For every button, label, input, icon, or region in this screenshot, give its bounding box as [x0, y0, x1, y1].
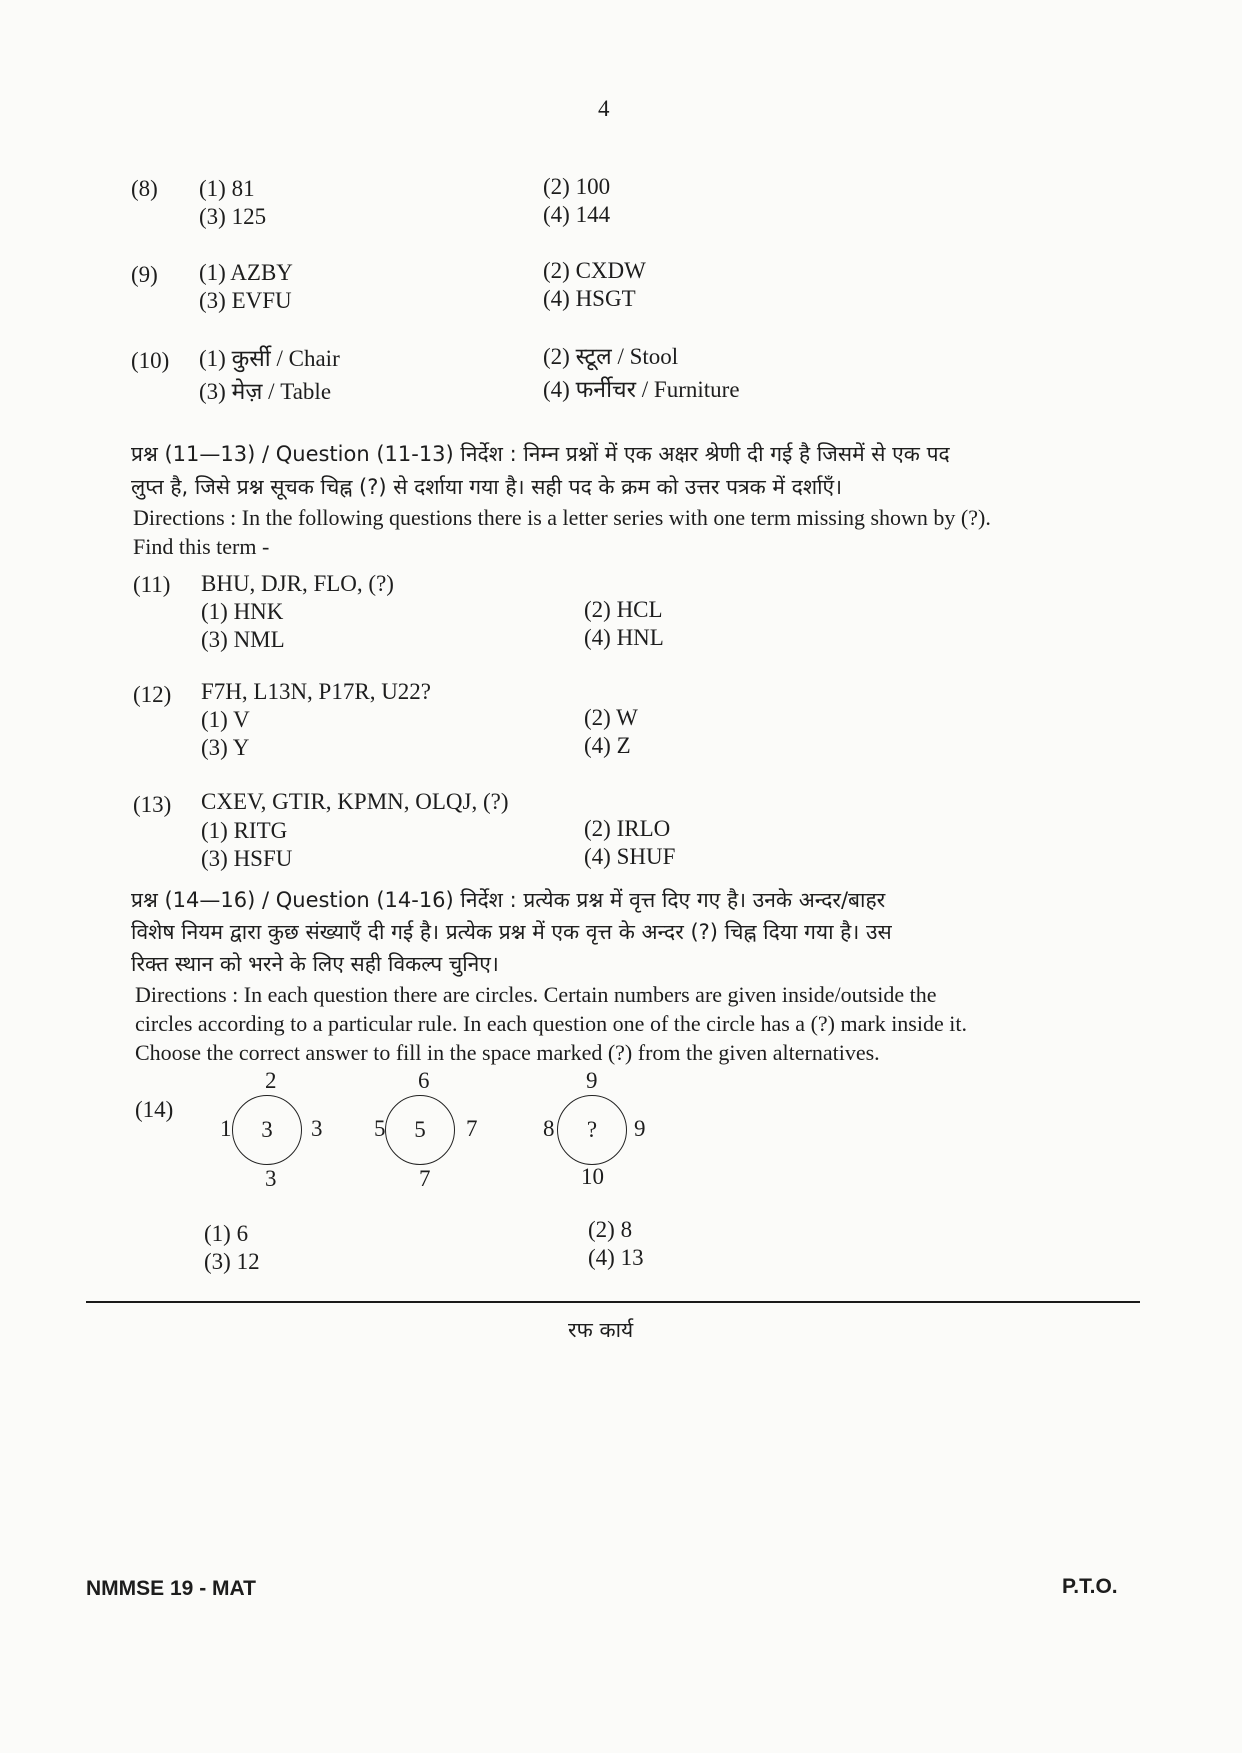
circle-left-number: 1	[220, 1116, 232, 1141]
option-2: (2) CXDW	[543, 258, 646, 283]
paper-code: NMMSE 19 - MAT	[86, 1577, 256, 1600]
circle-top-number: 9	[586, 1068, 598, 1093]
circle-top-number: 2	[265, 1068, 277, 1093]
option-1: (1) AZBY	[199, 260, 293, 285]
instruction-english: Directions : In the following questions there is a letter series with one term missing shown by (?).	[133, 505, 991, 530]
option-3: (3) HSFU	[201, 846, 293, 871]
option-4: (4) फर्नीचर / Furniture	[543, 377, 740, 402]
circle-bottom-number: 3	[265, 1166, 277, 1191]
instruction-hindi: प्रश्न (11—13) / Question (11-13) निर्देश : निम्न प्रश्नों में एक अक्षर श्रेणी दी गई है जिसमें से एक पद	[131, 442, 950, 466]
option-3: (3) Y	[201, 735, 250, 760]
figure-circle: 3	[232, 1095, 302, 1165]
circle-right-number: 9	[634, 1116, 646, 1141]
option-1: (1) HNK	[201, 599, 284, 624]
circle-bottom-number: 7	[419, 1166, 431, 1191]
rough-work-divider	[86, 1301, 1140, 1303]
rough-work-label: रफ कार्य	[568, 1318, 634, 1342]
question-number: (14)	[135, 1097, 174, 1122]
figure-circle: ?	[557, 1095, 627, 1165]
option-1: (1) कुर्सी / Chair	[199, 346, 340, 371]
option-3: (3) NML	[201, 627, 285, 652]
instruction-english: Choose the correct answer to fill in the space marked (?) from the given alternatives.	[135, 1040, 880, 1065]
option-2: (2) W	[584, 705, 638, 730]
circle-left-number: 8	[543, 1116, 555, 1141]
page-number: 4	[598, 96, 610, 121]
instruction-english: circles according to a particular rule. In each question one of the circle has a (?) mark inside it.	[135, 1011, 967, 1036]
option-3: (3) EVFU	[199, 288, 292, 313]
question-stem: BHU, DJR, FLO, (?)	[201, 571, 394, 596]
option-3: (3) 125	[199, 204, 267, 229]
circle-top-number: 6	[418, 1068, 430, 1093]
option-4: (4) HSGT	[543, 286, 636, 311]
pto-label: P.T.O.	[1062, 1575, 1118, 1598]
question-number: (9)	[131, 262, 158, 287]
option-2: (2) IRLO	[584, 816, 671, 841]
question-number: (12)	[133, 682, 172, 707]
question-number: (8)	[131, 176, 158, 201]
figure-circle: 5	[385, 1095, 455, 1165]
instruction-hindi: लुप्त है, जिसे प्रश्न सूचक चिह्न (?) से दर्शाया गया है। सही पद के क्रम को उत्तर पत्रक में दर्शाएँ।	[131, 475, 843, 499]
question-stem: F7H, L13N, P17R, U22?	[201, 679, 432, 704]
option-4: (4) 144	[543, 202, 611, 227]
option-3: (3) 12	[204, 1249, 260, 1274]
circle-left-number: 5	[374, 1116, 386, 1141]
instruction-english: Directions : In each question there are circles. Certain numbers are given inside/outside the	[135, 982, 937, 1007]
question-number: (11)	[133, 572, 171, 597]
circle-right-number: 7	[466, 1116, 478, 1141]
option-2: (2) स्टूल / Stool	[543, 344, 679, 369]
option-4: (4) SHUF	[584, 844, 676, 869]
instruction-hindi: विशेष नियम द्वारा कुछ संख्याएँ दी गई है। प्रत्येक प्रश्न में एक वृत्त के अन्दर (?) चिह्न दिया गया है। उस	[131, 920, 892, 944]
option-3: (3) मेज़ / Table	[199, 379, 332, 404]
circle-figure	[200, 1068, 670, 1196]
instruction-hindi: प्रश्न (14—16) / Question (14-16) निर्देश : प्रत्येक प्रश्न में वृत्त दिए गए है। उनके अन्दर/बाहर	[131, 888, 886, 912]
option-4: (4) Z	[584, 733, 631, 758]
question-number: (13)	[133, 792, 172, 817]
option-2: (2) 100	[543, 174, 611, 199]
question-number: (10)	[131, 348, 170, 373]
option-1: (1) V	[201, 707, 250, 732]
option-2: (2) 8	[588, 1217, 633, 1242]
instruction-english: Find this term -	[133, 534, 270, 559]
instruction-hindi: रिक्त स्थान को भरने के लिए सही विकल्प चुनिए।	[131, 952, 499, 976]
option-2: (2) HCL	[584, 597, 663, 622]
option-1: (1) RITG	[201, 818, 288, 843]
option-4: (4) HNL	[584, 625, 664, 650]
circle-bottom-number: 10	[581, 1164, 604, 1189]
option-1: (1) 81	[199, 176, 255, 201]
option-1: (1) 6	[204, 1221, 249, 1246]
circle-right-number: 3	[311, 1116, 323, 1141]
question-stem: CXEV, GTIR, KPMN, OLQJ, (?)	[201, 789, 509, 814]
option-4: (4) 13	[588, 1245, 644, 1270]
